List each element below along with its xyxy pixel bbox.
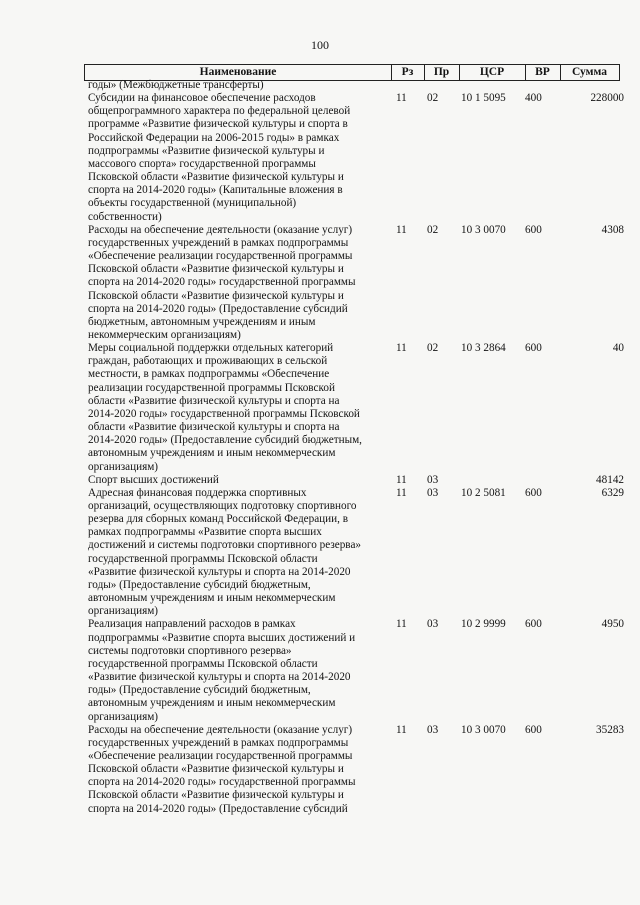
table-row	[88, 487, 624, 619]
row-name: годы» (Межбюджетные трансферты)	[88, 79, 264, 91]
row-vr: 600	[525, 486, 542, 499]
row-rz: 11	[396, 723, 407, 736]
page-number: 100	[311, 38, 329, 52]
row-vr: 600	[525, 723, 542, 736]
row-sum: 4950	[601, 618, 624, 631]
row-rz: 11	[396, 618, 407, 631]
row-csr: 10 3 0070	[461, 723, 506, 736]
row-csr: 10 3 2864	[461, 342, 506, 355]
row-rz: 11	[396, 486, 407, 499]
row-rz: 11	[396, 342, 407, 355]
row-csr: 10 2 9999	[461, 618, 506, 631]
row-sum: 48142	[596, 473, 624, 486]
row-pr: 02	[427, 92, 439, 105]
row-vr: 600	[525, 618, 542, 631]
row-pr: 02	[427, 342, 439, 355]
column-header-csr: ЦСР	[459, 65, 526, 80]
table-row	[88, 474, 624, 487]
row-vr: 400	[525, 92, 542, 105]
row-vr: 600	[525, 342, 542, 355]
row-pr: 03	[427, 486, 439, 499]
row-rz: 11	[396, 92, 407, 105]
table-row	[88, 342, 624, 474]
row-pr: 03	[427, 473, 439, 486]
row-name: Расходы на обеспечение деятельности (оказание услуг) государственных учреждений в рамках подпрограммы «Обеспечение реализации государственной программы Псковской области «Развитие физической культуры и спорта на 2014-2020 годы» государственной программы Псковской области «Развитие физической культуры и спорта на 2014-2020 годы» (Предоставление субсидий бюджетным, автономным учреждениям и иным некоммерческим организациям)	[88, 223, 356, 341]
column-header-vr: ВР	[525, 65, 561, 80]
table-body	[88, 79, 624, 816]
table-row	[88, 618, 624, 723]
row-rz: 11	[396, 473, 407, 486]
row-sum: 35283	[596, 723, 624, 736]
row-sum: 228000	[590, 92, 624, 105]
row-name: Меры социальной поддержки отдельных категорий граждан, работающих и проживающих в сельской местности, в рамках подпрограммы «Обеспечение реализации государственной программы Псковской области «Развитие физической культуры и спорта на 2014-2020 годы» государственной программы Псковской области «Развитие физической культуры и спорта на 2014-2020 годы» (Предоставление субсидий бюджетным, автономным учреждениям и иным некоммерческим организациям)	[88, 342, 362, 473]
table-row	[88, 92, 624, 224]
row-sum: 40	[612, 342, 624, 355]
row-pr: 02	[427, 223, 439, 236]
row-pr: 03	[427, 618, 439, 631]
row-name: Адресная финансовая поддержка спортивных организаций, осуществляющих подготовку спортивного резерва для сборных команд Российской Федерации, в рамках подпрограммы «Развитие спорта высших достижений и системы подготовки спортивного резерва» государственной программы Псковской области «Развитие физической культуры и спорта на 2014-2020 годы» (Предоставление субсидий бюджетным, автономным учреждениям и иным некоммерческим организациям)	[88, 486, 362, 618]
row-name: Расходы на обеспечение деятельности (оказание услуг) государственных учреждений в рамках подпрограммы «Обеспечение реализации государственной программы Псковской области «Развитие физической культуры и спорта на 2014-2020 годы» государственной программы Псковской области «Развитие физической культуры и спорта на 2014-2020 годы» (Предоставление субсидий	[88, 723, 356, 815]
table-row	[88, 79, 624, 92]
row-csr: 10 3 0070	[461, 223, 506, 236]
column-header-pr: Пр	[424, 65, 460, 80]
column-header-rz: Рз	[391, 65, 425, 80]
row-name: Реализация направлений расходов в рамках подпрограммы «Развитие спорта высших достижений и системы подготовки спортивного резерва» государственной программы Псковской области «Развитие физической культуры и спорта на 2014-2020 годы» (Предоставление субсидий бюджетным, автономным учреждениям и иным некоммерческим организациям)	[88, 618, 356, 723]
table-row	[88, 724, 624, 816]
row-name: Субсидии на финансовое обеспечение расходов общепрограммного характера по федеральной целевой программе «Развитие физической культуры и спорта в Российской Федерации на 2006-2015 годы» в рамках подпрограммы «Развитие физической культуры и массового спорта» государственной программы Псковской области «Развитие физической культуры и спорта на 2014-2020 годы» (Капитальные вложения в объекты государственной (муниципальной) собственности)	[88, 92, 351, 223]
row-rz: 11	[396, 223, 407, 236]
row-sum: 4308	[601, 223, 624, 236]
row-csr: 10 2 5081	[461, 486, 506, 499]
table-row	[88, 224, 624, 342]
row-sum: 6329	[601, 486, 624, 499]
column-header-sum: Сумма	[572, 66, 607, 78]
row-name: Спорт высших достижений	[88, 473, 219, 486]
row-pr: 03	[427, 723, 439, 736]
column-header-name: Наименование	[85, 65, 392, 80]
row-csr: 10 1 5095	[461, 92, 506, 105]
row-vr: 600	[525, 223, 542, 236]
